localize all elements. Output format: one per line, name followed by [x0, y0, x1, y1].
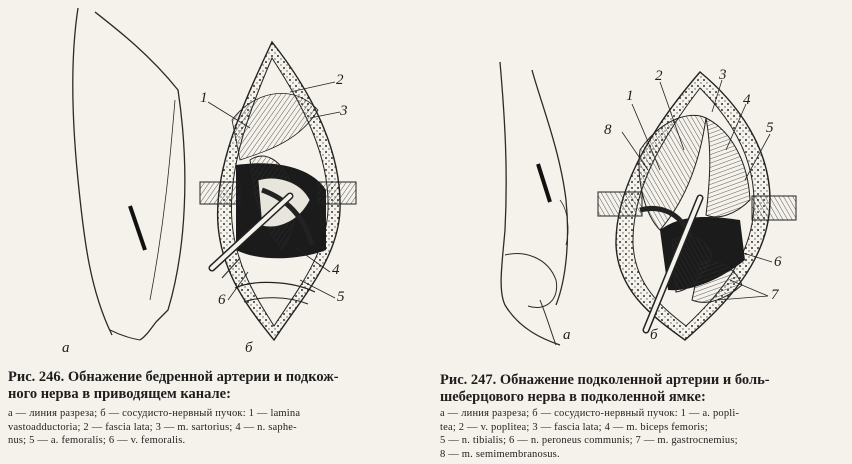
fig247-label-a: а [563, 327, 571, 343]
fig246-title-line-1: Рис. 246. Обнажение бедренной артерии и подкож- [8, 369, 339, 385]
fig246-legend-line-1: а — линия разреза; б — сосудисто-нервный пучок: 1 — lamina [8, 408, 301, 419]
fig246-callout-3: 3 [340, 103, 348, 119]
fig247-legend [440, 407, 852, 461]
fig246-callout-6: 6 [218, 292, 226, 308]
fig247-title [440, 372, 852, 406]
fig247-callout-1: 1 [626, 88, 634, 104]
fig246-legend-line-2: vastoadductoria; 2 — fascia lata; 3 — m. sartorius; 4 — n. saphe- [8, 421, 297, 433]
fig247-callout-2: 2 [655, 68, 663, 84]
fig247-legend-line-2: tea; 2 — v. poplitea; 3 — fascia lata; 4 — m. biceps femoris; [440, 421, 708, 433]
fig247-callout-7: 7 [771, 287, 779, 303]
fig247-title-line-2: шеберцового нерва в подколенной ямке: [440, 389, 706, 405]
fig247-callout-8: 8 [604, 122, 612, 138]
fig247-callout-4: 4 [743, 92, 751, 108]
fig247-callout-3: 3 [719, 67, 727, 83]
fig246-callout-5: 5 [337, 289, 345, 305]
fig247-legend-line-1: а — линия разреза; б — сосудисто-нервный пучок: 1 — a. popli- [440, 408, 740, 419]
fig246-legend-line-3: nus; 5 — a. femoralis; 6 — v. femoralis. [8, 435, 186, 446]
fig247-legend-line-3: 5 — n. tibialis; 6 — n. peroneus communis; 7 — m. gastrocnemius; [440, 435, 738, 446]
fig246-callout-1: 1 [200, 90, 208, 106]
fig246-callout-4: 4 [332, 262, 340, 278]
fig247-legend-line-4: 8 — m. semimembranosus. [440, 448, 560, 460]
fig246-label-a: а [62, 340, 70, 356]
fig247-title-line-1: Рис. 247. Обнажение подколенной артерии и боль- [440, 372, 770, 388]
fig246-title-line-2: ного нерва в приводящем канале: [8, 386, 231, 402]
fig247-callout-5: 5 [766, 120, 774, 136]
fig246-callout-2: 2 [336, 72, 344, 88]
fig247-callout-6: 6 [774, 254, 782, 270]
fig247-label-b: б [650, 327, 658, 343]
fig246-label-b: б [245, 340, 253, 356]
